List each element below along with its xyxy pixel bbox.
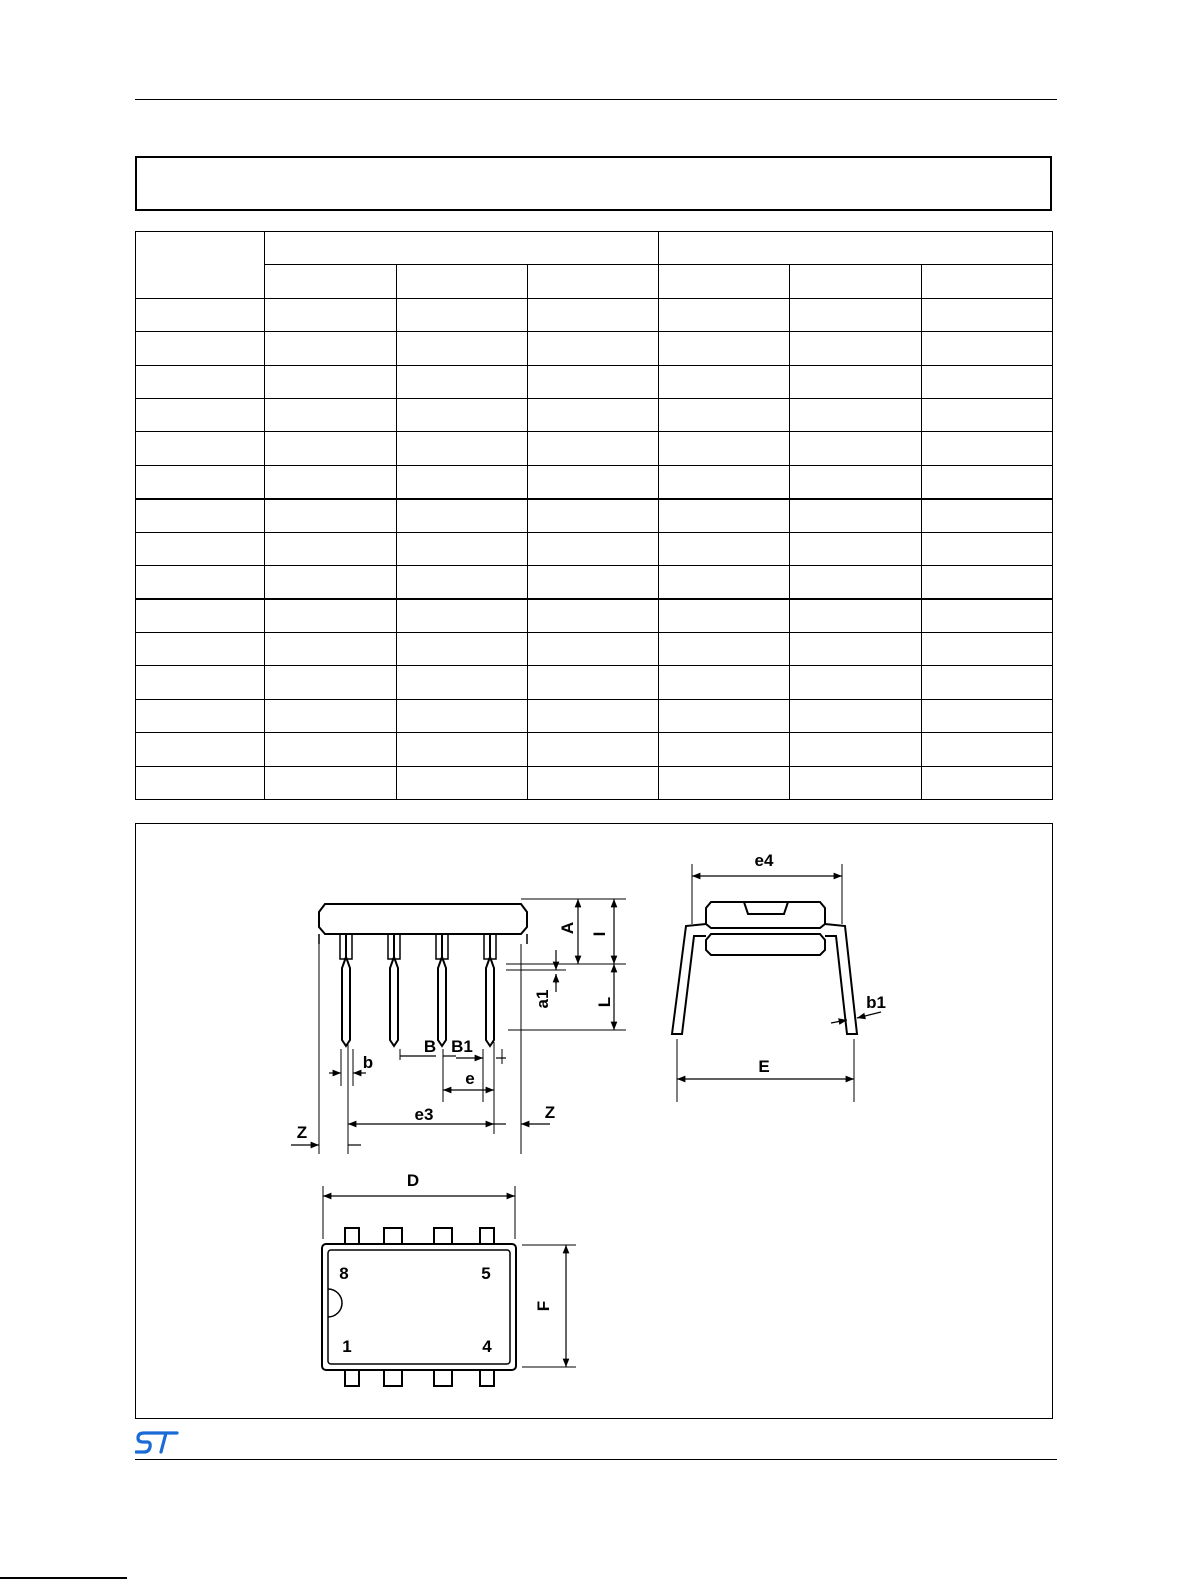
table-cell <box>790 532 921 565</box>
label-D: D <box>406 1171 420 1190</box>
table-cell <box>790 432 921 465</box>
table-cell <box>527 666 658 699</box>
st-logo <box>135 1430 179 1456</box>
table-cell <box>396 399 527 432</box>
dimensions-table <box>135 231 1053 800</box>
table-cell <box>136 365 265 398</box>
table-cell <box>265 365 396 398</box>
table-cell <box>265 599 396 632</box>
table-row <box>136 699 1053 732</box>
table-cell <box>396 298 527 331</box>
pin-label-5: 5 <box>481 1264 491 1283</box>
table-cell <box>659 666 790 699</box>
table-cell <box>921 332 1052 365</box>
table-cell <box>396 699 527 732</box>
table-cell <box>790 298 921 331</box>
header-cell <box>396 265 527 298</box>
side-view <box>291 899 626 1154</box>
table-cell <box>136 766 265 800</box>
table-cell <box>527 465 658 498</box>
table-row <box>136 566 1053 599</box>
table-cell <box>527 733 658 766</box>
table-cell <box>265 766 396 800</box>
table-cell <box>921 365 1052 398</box>
label-e3: e3 <box>414 1105 434 1124</box>
table-cell <box>136 699 265 732</box>
table-cell <box>396 766 527 800</box>
table-cell <box>659 298 790 331</box>
table-header-row <box>136 232 1053 265</box>
table-cell <box>265 733 396 766</box>
header-cell <box>921 265 1052 298</box>
header-cell <box>659 265 790 298</box>
label-A: A <box>558 921 577 935</box>
table-cell <box>659 332 790 365</box>
top-pin <box>345 1228 494 1386</box>
table-cell <box>790 465 921 498</box>
table-cell <box>265 399 396 432</box>
table-row <box>136 298 1053 331</box>
table-cell <box>790 766 921 800</box>
table-row <box>136 432 1053 465</box>
label-B1: B1 <box>451 1037 473 1056</box>
table-cell <box>921 566 1052 599</box>
header-cell <box>265 265 396 298</box>
table-row <box>136 766 1053 800</box>
table-row <box>136 499 1053 532</box>
table-cell <box>136 566 265 599</box>
table-cell <box>527 566 658 599</box>
table-cell <box>265 532 396 565</box>
table-cell <box>659 599 790 632</box>
table-cell <box>396 599 527 632</box>
label-b: b <box>362 1053 374 1072</box>
table-cell <box>265 666 396 699</box>
table-cell <box>790 733 921 766</box>
table-cell <box>527 432 658 465</box>
table-cell <box>790 365 921 398</box>
table-cell <box>527 298 658 331</box>
table-cell <box>921 666 1052 699</box>
footer-rule <box>135 1459 1057 1460</box>
table-cell <box>396 332 527 365</box>
table-cell <box>921 599 1052 632</box>
table-cell <box>921 733 1052 766</box>
table-row <box>136 733 1053 766</box>
page-edge-strip <box>0 1577 127 1579</box>
table-cell <box>921 532 1052 565</box>
table-cell <box>396 632 527 665</box>
table-cell <box>659 432 790 465</box>
table-cell <box>136 599 265 632</box>
table-cell <box>136 399 265 432</box>
header-mm-group <box>265 232 659 265</box>
dimension-labels <box>297 851 886 1356</box>
table-cell <box>265 332 396 365</box>
table-row <box>136 532 1053 565</box>
table-cell <box>921 432 1052 465</box>
table-cell <box>659 733 790 766</box>
table-cell <box>396 566 527 599</box>
table-cell <box>659 365 790 398</box>
table-cell <box>790 632 921 665</box>
table-cell <box>790 599 921 632</box>
table-cell <box>527 365 658 398</box>
table-cell <box>396 733 527 766</box>
table-subheader-row <box>136 265 1053 298</box>
table-cell <box>921 499 1052 532</box>
table-cell <box>136 666 265 699</box>
table-cell <box>396 666 527 699</box>
table-cell <box>659 766 790 800</box>
label-b1: b1 <box>866 993 886 1012</box>
table-cell <box>396 365 527 398</box>
table-cell <box>136 499 265 532</box>
package-drawing <box>136 824 1054 1420</box>
pin-label-8: 8 <box>339 1264 349 1283</box>
table-cell <box>790 566 921 599</box>
table-cell <box>527 499 658 532</box>
table-cell <box>265 465 396 498</box>
table-cell <box>265 298 396 331</box>
table-cell <box>790 332 921 365</box>
label-E: E <box>758 1057 770 1076</box>
label-F: F <box>534 1300 553 1312</box>
table-cell <box>136 298 265 331</box>
header-dim-cell <box>136 232 265 299</box>
package-drawing-box <box>135 823 1053 1419</box>
table-row <box>136 465 1053 498</box>
table-cell <box>396 532 527 565</box>
table-cell <box>921 699 1052 732</box>
table-cell <box>921 632 1052 665</box>
table-cell <box>790 666 921 699</box>
table-cell <box>659 699 790 732</box>
table-cell <box>527 632 658 665</box>
table-cell <box>265 432 396 465</box>
header-inch-group <box>659 232 1053 265</box>
end-view <box>672 864 881 1102</box>
table-cell <box>396 432 527 465</box>
label-a1: a1 <box>533 989 552 1009</box>
table-cell <box>790 399 921 432</box>
table-cell <box>659 465 790 498</box>
table-cell <box>136 465 265 498</box>
table-cell <box>790 499 921 532</box>
table-row <box>136 399 1053 432</box>
table-cell <box>265 699 396 732</box>
table-cell <box>136 733 265 766</box>
header-cell <box>790 265 921 298</box>
pin-label-1: 1 <box>342 1337 352 1356</box>
table-cell <box>265 499 396 532</box>
table-cell <box>921 465 1052 498</box>
table-row <box>136 365 1053 398</box>
header-rule <box>135 99 1057 100</box>
table-cell <box>136 532 265 565</box>
pin-label-4: 4 <box>482 1337 492 1356</box>
table-cell <box>265 566 396 599</box>
table-row <box>136 332 1053 365</box>
table-cell <box>527 532 658 565</box>
table-cell <box>921 399 1052 432</box>
table-title-box <box>135 156 1052 211</box>
table-cell <box>136 632 265 665</box>
side-lead <box>342 934 494 1046</box>
table-cell <box>659 566 790 599</box>
label-Z-left: Z <box>296 1123 308 1142</box>
label-I: I <box>590 931 609 937</box>
table-cell <box>527 766 658 800</box>
table-cell <box>527 332 658 365</box>
table-cell <box>659 532 790 565</box>
label-e4: e4 <box>754 851 774 870</box>
top-view <box>322 1186 576 1386</box>
table-cell <box>527 699 658 732</box>
table-cell <box>659 632 790 665</box>
table-cell <box>136 332 265 365</box>
table-row <box>136 666 1053 699</box>
table-cell <box>396 465 527 498</box>
table-cell <box>136 432 265 465</box>
label-L: L <box>595 996 614 1008</box>
table-cell <box>527 399 658 432</box>
table-cell <box>527 599 658 632</box>
label-Z-right: Z <box>544 1103 556 1122</box>
table-cell <box>659 399 790 432</box>
label-B: B <box>423 1037 437 1056</box>
table-row <box>136 599 1053 632</box>
table-row <box>136 632 1053 665</box>
label-e: e <box>465 1069 475 1088</box>
table-cell <box>265 632 396 665</box>
header-cell <box>527 265 658 298</box>
table-cell <box>921 298 1052 331</box>
table-cell <box>396 499 527 532</box>
table-cell <box>659 499 790 532</box>
table-cell <box>921 766 1052 800</box>
table-cell <box>790 699 921 732</box>
